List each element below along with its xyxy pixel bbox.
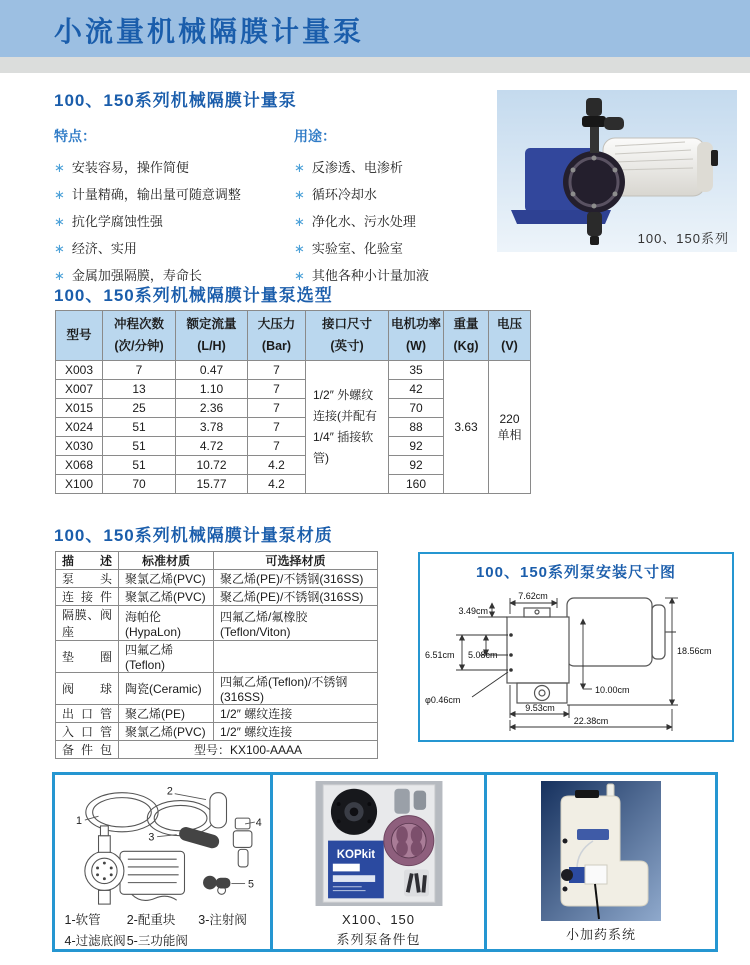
col-header-pressure: 大压力 (Bar): [248, 311, 306, 361]
callout-number: 2: [166, 785, 173, 798]
cell-standard: 海帕伦(HypaLon): [119, 606, 214, 641]
cell-strokes: 7: [103, 361, 176, 380]
col-header-interface: 接口尺寸 (英寸): [306, 311, 389, 361]
feature-text: 经济、实用: [71, 241, 137, 256]
caption-line: 系列泵备件包: [336, 931, 421, 947]
cell-part: 连 接 件: [56, 588, 119, 606]
cell-model: X003: [56, 361, 103, 380]
use-text: 反渗透、电渗析: [311, 160, 403, 175]
cell-flow: 10.72: [176, 456, 248, 475]
spare-kit-caption: [336, 910, 420, 949]
uses-label: 用途：: [294, 128, 336, 144]
cell-pressure: 7: [248, 361, 306, 380]
spare-kit-panel: [270, 775, 484, 949]
materials-title: 100、150系列机械隔膜计量泵材质: [54, 526, 333, 545]
cell-power: 70: [389, 399, 444, 418]
callout-number: 5: [247, 878, 254, 891]
dim-label-bottom-width: 9.53cm: [525, 703, 555, 713]
list-item: [294, 235, 494, 262]
selection-table: [55, 310, 531, 494]
dim-label-right-height: 18.56cm: [677, 646, 712, 656]
asterisk-bullet-icon: ∗: [54, 214, 65, 229]
kopkit-label: KOPkit: [336, 848, 375, 861]
header-divider: [0, 57, 750, 73]
cell-part: 出 口 管: [56, 705, 119, 723]
dim-label-left-outer: 6.51cm: [425, 650, 455, 660]
cell-spare-kit-model: 型号：KX100-AAAA: [119, 741, 378, 759]
cell-power: 88: [389, 418, 444, 437]
cell-strokes: 25: [103, 399, 176, 418]
col-header-voltage: 电压 (V): [489, 311, 531, 361]
cell-strokes: 70: [103, 475, 176, 494]
feature-text: 计量精确，输出量可随意调整: [71, 187, 241, 202]
cell-strokes: 51: [103, 456, 176, 475]
features-column: [54, 126, 294, 289]
accessories-captions: [65, 910, 261, 949]
cell-standard: 聚氯乙烯(PVC): [119, 723, 214, 741]
asterisk-bullet-icon: ∗: [54, 268, 65, 283]
asterisk-bullet-icon: ∗: [54, 241, 65, 256]
cell-model: X030: [56, 437, 103, 456]
dimension-diagram: [420, 584, 732, 740]
dosing-system-photo: [541, 781, 661, 921]
cell-part: 备 件 包: [56, 741, 119, 759]
caption-item: 5-三功能阀: [126, 934, 188, 948]
dim-label-mid-height: 10.00cm: [595, 685, 630, 695]
col-header-strokes: 冲程次数 (次/分钟): [103, 311, 176, 361]
cell-optional: 聚乙烯(PE)/不锈钢(316SS): [214, 570, 378, 588]
use-text: 净化水、污水处理: [311, 214, 416, 229]
feature-text: 抗化学腐蚀性强: [71, 214, 163, 229]
col-header-model: 型号: [56, 311, 103, 361]
dosing-system-panel: [484, 775, 715, 949]
page-title: 小流量机械隔膜计量泵: [54, 16, 365, 47]
cell-strokes: 13: [103, 380, 176, 399]
cell-optional: 聚乙烯(PE)/不锈钢(316SS): [214, 588, 378, 606]
dim-label-left-inner: 5.08cm: [468, 650, 498, 660]
table-row: [56, 606, 378, 641]
cell-power: 160: [389, 475, 444, 494]
uses-list: [294, 154, 494, 289]
dim-label-hole-dia: φ0.46cm: [425, 695, 461, 705]
spare-kit-row: [56, 741, 378, 759]
features-list: [54, 154, 294, 289]
col-header-weight: 重量 (Kg): [444, 311, 489, 361]
caption-item: 4-过滤底阀: [64, 934, 126, 948]
use-text: 循环冷却水: [311, 187, 377, 202]
dosing-system-caption: 小加药系统: [565, 927, 636, 942]
cell-flow: 4.72: [176, 437, 248, 456]
cell-part: 泵 头: [56, 570, 119, 588]
cell-flow: 2.36: [176, 399, 248, 418]
spare-kit-photo: [313, 781, 445, 906]
cell-pressure: 7: [248, 418, 306, 437]
callout-number: 1: [75, 814, 82, 827]
cell-part: 阀 球: [56, 673, 119, 705]
dim-label-top-width: 7.62cm: [518, 591, 548, 601]
col-header-power: 电机功率 (W): [389, 311, 444, 361]
callout-number: 4: [255, 816, 262, 829]
intro-title: 100、150系列机械隔膜计量泵: [54, 91, 297, 110]
cell-strokes: 51: [103, 418, 176, 437]
table-row: [56, 705, 378, 723]
dimension-diagram-title: 100、150系列泵安装尺寸图: [475, 564, 677, 581]
accessories-panel: [55, 775, 270, 949]
cell-power: 35: [389, 361, 444, 380]
uses-column: [294, 126, 494, 289]
table-row: [56, 361, 531, 380]
asterisk-bullet-icon: ∗: [54, 160, 65, 175]
table-row: [56, 570, 378, 588]
col-header-flow: 额定流量 (L/H): [176, 311, 248, 361]
caption-item: 1-软管: [64, 913, 101, 927]
product-photo-caption: 100、150系列: [637, 231, 729, 246]
list-item: [54, 154, 294, 181]
selection-title: 100、150系列机械隔膜计量泵选型: [54, 286, 333, 305]
list-item: [54, 235, 294, 262]
list-item: [54, 208, 294, 235]
table-row: [56, 673, 378, 705]
materials-header-row: [56, 552, 378, 570]
feature-text: 金属加强隔膜，寿命长: [71, 268, 202, 283]
dim-label-top-offset: 3.49cm: [458, 606, 488, 616]
asterisk-bullet-icon: ∗: [54, 187, 65, 202]
feature-use-lists: [54, 126, 494, 289]
cell-optional: 1/2″ 螺纹连接: [214, 723, 378, 741]
asterisk-bullet-icon: ∗: [294, 214, 305, 229]
caption-item: 2-配重块: [126, 913, 176, 927]
cell-power: 92: [389, 437, 444, 456]
feature-text: 安装容易，操作简便: [71, 160, 189, 175]
cell-optional: [214, 641, 378, 673]
cell-pressure: 7: [248, 399, 306, 418]
cell-model: X068: [56, 456, 103, 475]
cell-standard: 聚氯乙烯(PVC): [119, 570, 214, 588]
list-item: [294, 154, 494, 181]
dimension-diagram-box: [418, 552, 734, 742]
list-item: [294, 181, 494, 208]
table-row: [56, 723, 378, 741]
cell-strokes: 51: [103, 437, 176, 456]
cell-optional: 四氟乙烯(Teflon)/不锈钢(316SS): [214, 673, 378, 705]
use-text: 其他各种小计量加液: [311, 268, 429, 283]
cell-model: X015: [56, 399, 103, 418]
use-text: 实验室、化验室: [311, 241, 403, 256]
accessories-line-art: [63, 781, 263, 908]
col-header-description: 描 述: [56, 552, 119, 570]
cell-pressure: 4.2: [248, 475, 306, 494]
list-item: [294, 208, 494, 235]
dim-label-total-width: 22.38cm: [573, 716, 609, 726]
page-header: [0, 0, 750, 57]
cell-weight: 3.63: [444, 361, 489, 494]
asterisk-bullet-icon: ∗: [294, 241, 305, 256]
list-item: [54, 181, 294, 208]
cell-power: 92: [389, 456, 444, 475]
cell-flow: 15.77: [176, 475, 248, 494]
cell-optional: 四氟乙烯/氟橡胶(Teflon/Viton): [214, 606, 378, 641]
cell-pressure: 7: [248, 437, 306, 456]
caption-line: X100、150: [341, 912, 416, 927]
cell-part: 隔膜、阀座: [56, 606, 119, 641]
cell-flow: 3.78: [176, 418, 248, 437]
cell-standard: 陶瓷(Ceramic): [119, 673, 214, 705]
cell-pressure: 7: [248, 380, 306, 399]
cell-part: 入 口 管: [56, 723, 119, 741]
cell-power: 42: [389, 380, 444, 399]
col-header-optional-material: 可选择材质: [214, 552, 378, 570]
cell-standard: 聚乙烯(PE): [119, 705, 214, 723]
cell-interface-size: 1/2″ 外螺纹连接(并配有1/4″ 插接软管): [306, 361, 389, 494]
cell-optional: 1/2″ 螺纹连接: [214, 705, 378, 723]
selection-header-row: [56, 311, 531, 361]
cell-flow: 0.47: [176, 361, 248, 380]
product-photo: [497, 90, 737, 252]
asterisk-bullet-icon: ∗: [294, 268, 305, 283]
materials-table: [55, 551, 378, 759]
asterisk-bullet-icon: ∗: [294, 160, 305, 175]
col-header-standard-material: 标准材质: [119, 552, 214, 570]
callout-number: 3: [147, 831, 154, 844]
features-label: 特点：: [54, 128, 96, 144]
bottom-gallery: [52, 772, 718, 952]
cell-voltage: 220 单相: [489, 361, 531, 494]
cell-model: X024: [56, 418, 103, 437]
caption-item: 3-注射阀: [198, 913, 247, 927]
cell-part: 垫 圈: [56, 641, 119, 673]
asterisk-bullet-icon: ∗: [294, 187, 305, 202]
cell-model: X007: [56, 380, 103, 399]
cell-standard: 四氟乙烯(Teflon): [119, 641, 214, 673]
table-row: [56, 588, 378, 606]
cell-model: X100: [56, 475, 103, 494]
cell-standard: 聚氯乙烯(PVC): [119, 588, 214, 606]
table-row: [56, 641, 378, 673]
cell-flow: 1.10: [176, 380, 248, 399]
cell-pressure: 4.2: [248, 456, 306, 475]
